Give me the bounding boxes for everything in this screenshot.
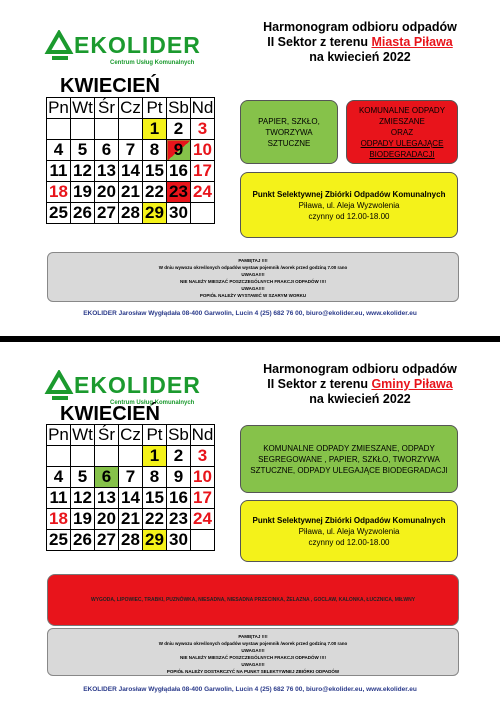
legend-green-text: PAPIER, SZKŁO, TWORZYWA SZTUCZNE bbox=[258, 116, 320, 148]
legend-green-text: KOMUNALNE ODPADY ZMIESZANE, ODPADY SEGREGOWANE , PAPIER, SZKŁO, TWORZYWA SZTUCZNE, ODPADY ULEGAJĄCE BIODEGRADACJI bbox=[250, 443, 448, 475]
collection-point-title: Punkt Selektywnej Zbiórki Odpadów Komunalnych bbox=[252, 515, 446, 525]
day-header: Wt bbox=[72, 425, 93, 444]
day-cell: 21 bbox=[119, 182, 143, 203]
day-header: Wt bbox=[72, 98, 93, 117]
collection-point-title: Punkt Selektywnej Zbiórki Odpadów Komunalnych bbox=[252, 189, 446, 199]
logo-subtitle: Centrum Usług Komunalnych bbox=[110, 400, 195, 406]
note-line: W dniu wywozu określonych odpadów wystaw pojemnik /worek przed godziną 7.00 rano bbox=[158, 265, 348, 270]
day-cell: 18 bbox=[47, 182, 71, 203]
day-cell: 1 bbox=[143, 446, 167, 467]
day-cell: 15 bbox=[143, 488, 167, 509]
day-cell: 7 bbox=[119, 467, 143, 488]
day-header: Cz bbox=[120, 425, 141, 444]
day-cell: 7 bbox=[119, 140, 143, 161]
day-cell: 2 bbox=[167, 446, 191, 467]
note-line: POPIÓŁ NALEŻY DOSTARCZYĆ NA PUNKT SELEKTYWNEJ ZBIÓRKI ODPADÓW bbox=[166, 669, 340, 674]
header-place: Miasta Piława bbox=[371, 35, 453, 49]
legend-red-line2: ORAZ bbox=[390, 127, 414, 137]
day-cell bbox=[47, 446, 71, 467]
day-cell: 25 bbox=[47, 203, 71, 224]
reminder-note bbox=[47, 252, 459, 302]
day-cell: 16 bbox=[167, 488, 191, 509]
header-sector bbox=[240, 377, 480, 392]
villages-list: WYGODA, LIPOWIEC, TRABKI, PUZNÓWKA, NIESADNA, NIESADNA PRZECINKA, ŻELAZNA , GOCLAW, KALONKA, ŁUCZNICA, MIŁWNY bbox=[47, 574, 459, 626]
header-title: Harmonogram odbioru odpadów bbox=[263, 362, 457, 376]
day-cell bbox=[71, 119, 95, 140]
day-cell: 10 bbox=[191, 140, 215, 161]
logo-subtitle: Centrum Usług Komunalnych bbox=[110, 60, 195, 66]
day-cell: 8 bbox=[143, 467, 167, 488]
header-title: Harmonogram odbioru odpadów bbox=[263, 20, 457, 34]
day-cell: 13 bbox=[95, 161, 119, 182]
day-cell: 12 bbox=[71, 161, 95, 182]
header-place: Gminy Piława bbox=[371, 377, 453, 391]
note-line: UWAGA!!!! bbox=[241, 286, 265, 291]
logo bbox=[42, 30, 202, 70]
day-cell: 28 bbox=[119, 203, 143, 224]
header-month: na kwiecień 2022 bbox=[309, 50, 411, 64]
reminder-note bbox=[47, 628, 459, 676]
note-line: UWAGA!!!! bbox=[241, 272, 265, 277]
day-header: Pn bbox=[48, 425, 69, 444]
day-cell: 6 bbox=[95, 467, 119, 488]
day-cell: 10 bbox=[191, 467, 215, 488]
day-cell: 1 bbox=[143, 119, 167, 140]
legend-green-box bbox=[240, 425, 458, 493]
day-cell: 26 bbox=[71, 203, 95, 224]
day-cell: 27 bbox=[95, 203, 119, 224]
sheet-divider bbox=[0, 336, 500, 342]
calendar-grid bbox=[46, 97, 215, 224]
day-header: Sb bbox=[168, 98, 189, 117]
day-cell: 30 bbox=[167, 530, 191, 551]
day-header: Pt bbox=[143, 425, 167, 446]
day-cell: 17 bbox=[191, 161, 215, 182]
note-line: PAMIĘTAJ !!!! bbox=[238, 634, 268, 639]
logo-wordmark: EKOLIDER bbox=[74, 32, 201, 58]
recycle-logo-icon bbox=[42, 370, 76, 404]
note-line: POPIÓŁ NALEŻY WYSTAWIĆ W SZARYM WORKU bbox=[199, 293, 307, 298]
note-line: NIE NALEŻY MIESZAĆ POSZCZEGÓLNYCH FRAKCJI ODPADÓW !!!! bbox=[179, 279, 327, 284]
note-line: UWAGA!!!! bbox=[241, 648, 265, 653]
day-cell: 22 bbox=[143, 182, 167, 203]
day-cell: 14 bbox=[119, 488, 143, 509]
logo-wordmark: EKOLIDER bbox=[74, 372, 201, 398]
day-cell bbox=[191, 203, 215, 224]
day-cell: 5 bbox=[71, 140, 95, 161]
day-cell: 4 bbox=[47, 467, 71, 488]
day-cell bbox=[119, 446, 143, 467]
legend-red-line3: ODPADY ULEGAJĄCE BIODEGRADACJI bbox=[360, 138, 444, 159]
day-header: Śr bbox=[95, 425, 119, 446]
recycle-logo-icon bbox=[42, 30, 76, 64]
day-cell: 4 bbox=[47, 140, 71, 161]
day-cell: 28 bbox=[119, 530, 143, 551]
note-line: PAMIĘTAJ !!!! bbox=[238, 258, 268, 263]
day-header: Sb bbox=[168, 425, 189, 444]
day-header: Śr bbox=[95, 98, 119, 119]
legend-red-box bbox=[346, 100, 458, 164]
note-line: UWAGA!!!! bbox=[241, 662, 265, 667]
day-cell: 2 bbox=[167, 119, 191, 140]
day-cell: 25 bbox=[47, 530, 71, 551]
collection-point-box bbox=[240, 172, 458, 238]
day-cell bbox=[95, 446, 119, 467]
note-line: NIE NALEŻY MIESZAĆ POSZCZEGÓLNYCH FRAKCJI ODPADÓW !!!! bbox=[179, 655, 327, 660]
day-header: Pn bbox=[48, 98, 69, 117]
day-cell: 13 bbox=[95, 488, 119, 509]
day-cell: 8 bbox=[143, 140, 167, 161]
day-cell: 20 bbox=[95, 182, 119, 203]
collection-point-hours: czynny od 12.00-18.00 bbox=[308, 537, 390, 547]
calendar-month: KWIECIEŃ bbox=[60, 75, 160, 97]
header-sector-prefix: II Sektor z terenu bbox=[267, 377, 372, 391]
day-cell: 20 bbox=[95, 509, 119, 530]
schedule-header bbox=[240, 20, 480, 65]
day-cell: 11 bbox=[47, 488, 71, 509]
collection-point-address: Piława, ul. Aleja Wyzwolenia bbox=[298, 526, 400, 536]
day-cell: 24 bbox=[191, 509, 215, 530]
day-cell: 16 bbox=[167, 161, 191, 182]
calendar-grid bbox=[46, 424, 215, 551]
note-line: W dniu wywozu określonych odpadów wystaw pojemnik /worek przed godziną 7.00 rano bbox=[158, 641, 348, 646]
legend-green-box bbox=[240, 100, 338, 164]
day-cell: 30 bbox=[167, 203, 191, 224]
day-cell: 9 bbox=[167, 140, 191, 161]
day-cell: 6 bbox=[95, 140, 119, 161]
day-cell: 9 bbox=[167, 467, 191, 488]
day-cell: 5 bbox=[71, 467, 95, 488]
day-cell: 17 bbox=[191, 488, 215, 509]
day-cell: 3 bbox=[191, 119, 215, 140]
day-cell: 23 bbox=[167, 182, 191, 203]
schedule-header bbox=[240, 362, 480, 407]
day-header: Nd bbox=[191, 98, 214, 117]
day-cell: 27 bbox=[95, 530, 119, 551]
day-header: Cz bbox=[120, 98, 141, 117]
day-cell: 21 bbox=[119, 509, 143, 530]
day-cell: 24 bbox=[191, 182, 215, 203]
collection-point-address: Piława, ul. Aleja Wyzwolenia bbox=[298, 200, 400, 210]
header-sector bbox=[240, 35, 480, 50]
day-cell: 19 bbox=[71, 509, 95, 530]
day-cell: 22 bbox=[143, 509, 167, 530]
day-cell bbox=[47, 119, 71, 140]
day-cell: 29 bbox=[143, 530, 167, 551]
day-cell bbox=[191, 530, 215, 551]
collection-point-hours: czynny od 12.00-18.00 bbox=[308, 211, 390, 221]
day-cell: 23 bbox=[167, 509, 191, 530]
day-cell: 29 bbox=[143, 203, 167, 224]
day-cell: 19 bbox=[71, 182, 95, 203]
day-cell bbox=[119, 119, 143, 140]
day-cell bbox=[95, 119, 119, 140]
day-header: Pt bbox=[143, 98, 167, 119]
day-cell: 15 bbox=[143, 161, 167, 182]
footer-contact: EKOLIDER Jarosław Wygłądała 08-400 Garwolin, Lucin 4 (25) 682 76 00, biuro@ekolider.eu, www.ekolider.eu bbox=[83, 686, 417, 693]
legend-red-line1: KOMUNALNE ODPADY ZMIESZANE bbox=[358, 105, 446, 126]
header-month: na kwiecień 2022 bbox=[309, 392, 411, 406]
header-sector-prefix: II Sektor z terenu bbox=[267, 35, 372, 49]
collection-point-box bbox=[240, 500, 458, 562]
day-cell: 14 bbox=[119, 161, 143, 182]
day-cell: 18 bbox=[47, 509, 71, 530]
day-cell: 26 bbox=[71, 530, 95, 551]
day-cell: 11 bbox=[47, 161, 71, 182]
day-header: Nd bbox=[191, 425, 214, 444]
calendar-month: KWIECIEŃ bbox=[60, 403, 160, 425]
day-cell: 3 bbox=[191, 446, 215, 467]
day-cell bbox=[71, 446, 95, 467]
footer-contact: EKOLIDER Jarosław Wygłądała 08-400 Garwolin, Lucin 4 (25) 682 76 00, biuro@ekolider.eu, www.ekolider.eu bbox=[83, 310, 417, 317]
day-cell: 12 bbox=[71, 488, 95, 509]
